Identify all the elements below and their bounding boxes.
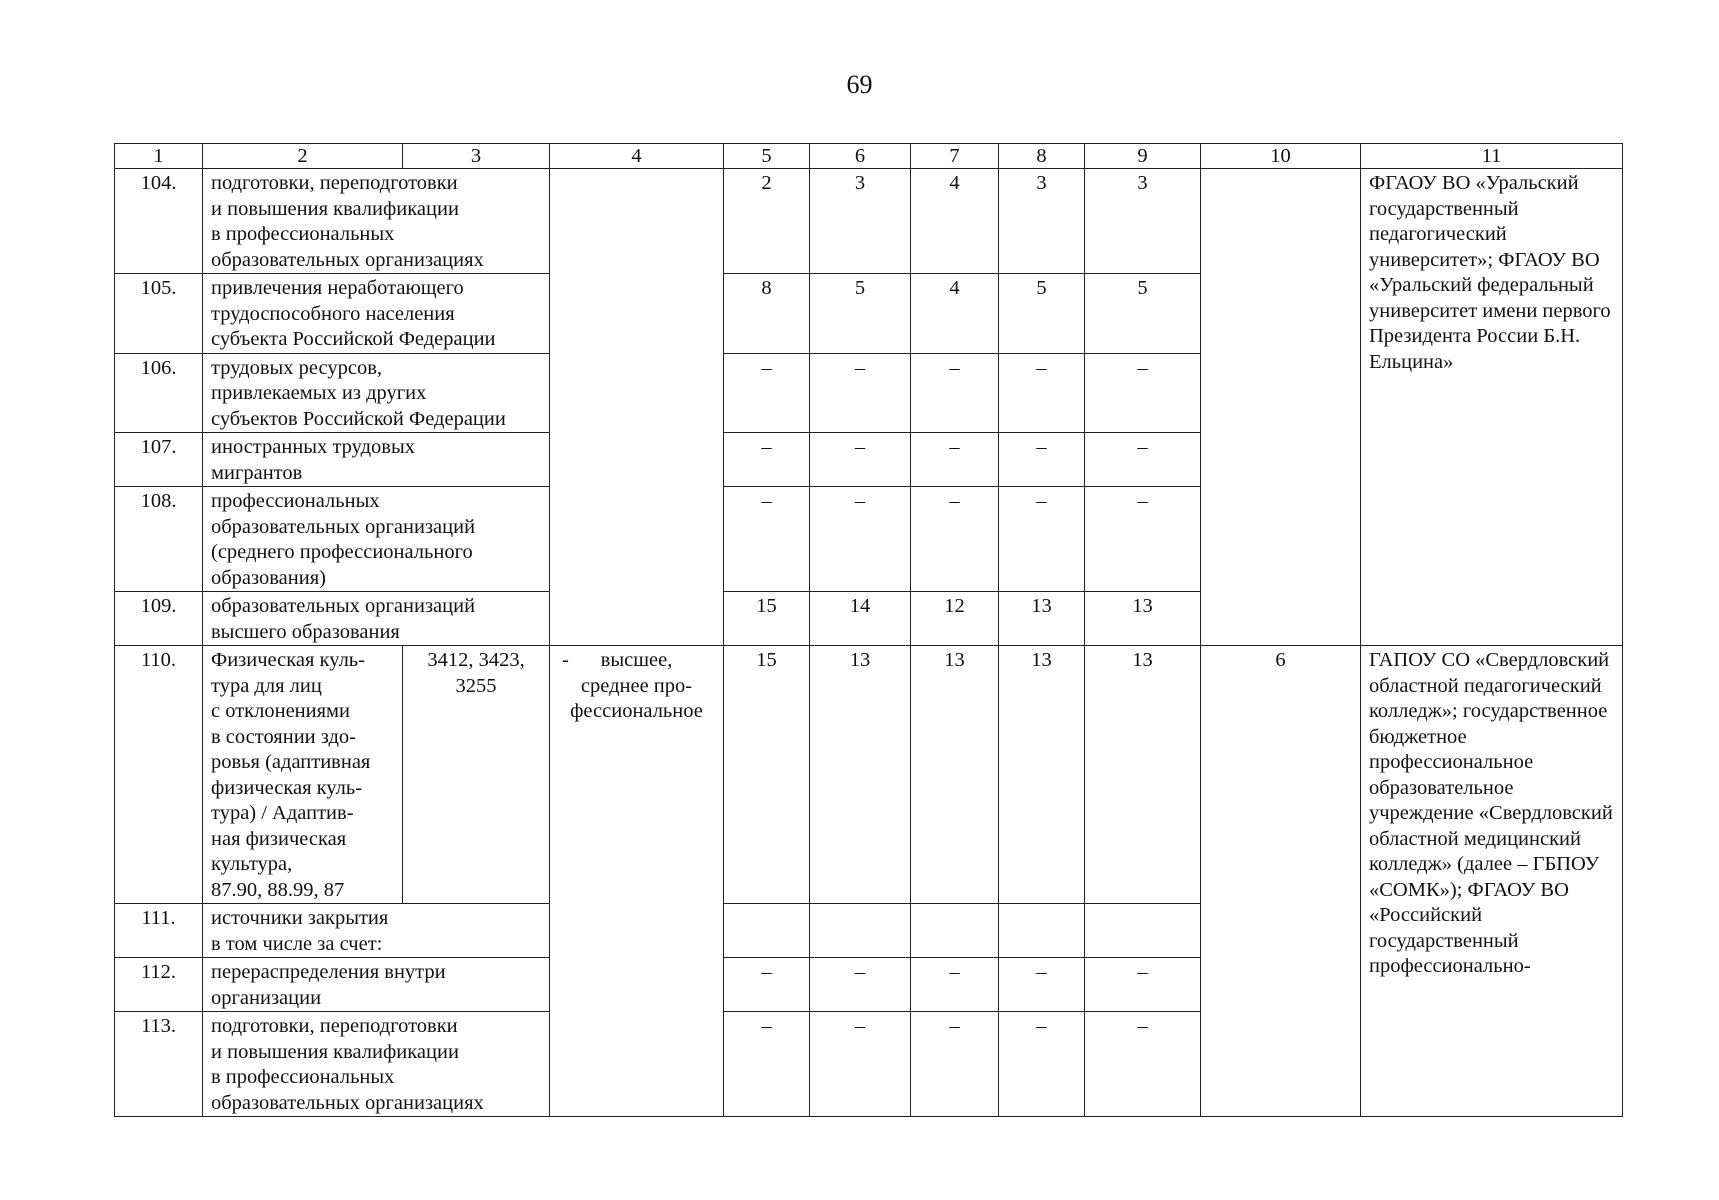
value-cell — [724, 904, 810, 958]
header-cell: 6 — [810, 144, 911, 169]
row-label: привлечения неработающего трудоспособного населения субъекта Российской Федерации — [203, 274, 550, 354]
table-row — [115, 169, 1623, 274]
row-number: 108. — [115, 487, 203, 592]
value-cell: – — [1085, 1012, 1201, 1117]
row-label: Физическая куль- тура для лиц с отклонениями в состоянии здо- ровья (адаптивная физическая куль- тура) / Адаптив- ная физическая культура, 87.90, 88.99, 87 — [203, 646, 403, 904]
header-cell: 9 — [1085, 144, 1201, 169]
row-label: иностранных трудовых мигрантов — [203, 433, 550, 487]
value-cell: – — [810, 487, 911, 592]
value-cell: – — [999, 353, 1085, 433]
header-cell: 4 — [550, 144, 724, 169]
value-cell: 15 — [724, 646, 810, 904]
header-cell: 7 — [911, 144, 999, 169]
table-row — [115, 646, 1623, 904]
page-number: 69 — [846, 70, 873, 99]
col10-value: 6 — [1201, 646, 1361, 1117]
value-cell: 13 — [810, 646, 911, 904]
level-text: высшее, среднее про- фессиональное — [570, 649, 703, 722]
value-cell: – — [1085, 433, 1201, 487]
value-cell — [999, 904, 1085, 958]
row-number: 106. — [115, 353, 203, 433]
row-label: источники закрытия в том числе за счет: — [203, 904, 550, 958]
row-label: подготовки, переподготовки и повышения квалификации в профессиональных образовательных организациях — [203, 169, 550, 274]
institutions-cell: ГАПОУ СО «Свердловский областной педагогический колледж»; государственное бюджетное профессиональное образовательное учреждение «Свердловский областной медицинский колледж» (далее – ГБПОУ «СОМК»); ФГАОУ ВО «Российский государственный профессионально- — [1361, 646, 1623, 1117]
header-cell: 2 — [203, 144, 403, 169]
row-label: подготовки, переподготовки и повышения квалификации в профессиональных образовательных организациях — [203, 1012, 550, 1117]
value-cell: – — [999, 1012, 1085, 1117]
value-cell: – — [810, 433, 911, 487]
value-cell: 5 — [810, 274, 911, 354]
level-dash: - — [562, 649, 569, 671]
value-cell — [1085, 904, 1201, 958]
value-cell: – — [810, 958, 911, 1012]
header-cell: 10 — [1201, 144, 1361, 169]
value-cell: 13 — [1085, 646, 1201, 904]
header-row — [115, 144, 1623, 169]
row-label: профессиональных образовательных организаций (среднего профессионального образования) — [203, 487, 550, 592]
value-cell: – — [724, 487, 810, 592]
value-cell — [911, 904, 999, 958]
level-cell — [550, 646, 724, 1117]
value-cell: – — [911, 958, 999, 1012]
value-cell: 12 — [911, 592, 999, 646]
value-cell: – — [810, 1012, 911, 1117]
data-table — [114, 143, 1623, 1117]
value-cell: 13 — [999, 592, 1085, 646]
row-label: трудовых ресурсов, привлекаемых из других субъектов Российской Федерации — [203, 353, 550, 433]
row-label: образовательных организаций высшего образования — [203, 592, 550, 646]
header-cell: 11 — [1361, 144, 1623, 169]
value-cell: – — [724, 958, 810, 1012]
value-cell: – — [999, 487, 1085, 592]
value-cell: 15 — [724, 592, 810, 646]
level-cell-empty — [550, 169, 724, 646]
value-cell: – — [1085, 353, 1201, 433]
value-cell: – — [810, 353, 911, 433]
value-cell: – — [724, 1012, 810, 1117]
value-cell: 4 — [911, 274, 999, 354]
value-cell — [810, 904, 911, 958]
value-cell: 3 — [1085, 169, 1201, 274]
value-cell: – — [911, 433, 999, 487]
row-number: 104. — [115, 169, 203, 274]
row-label: перераспределения внутри организации — [203, 958, 550, 1012]
row-number: 113. — [115, 1012, 203, 1117]
value-cell: – — [724, 433, 810, 487]
value-cell: 13 — [911, 646, 999, 904]
value-cell: 13 — [1085, 592, 1201, 646]
value-cell: 3 — [999, 169, 1085, 274]
value-cell: – — [1085, 958, 1201, 1012]
row-number: 112. — [115, 958, 203, 1012]
header-cell: 1 — [115, 144, 203, 169]
value-cell: 13 — [999, 646, 1085, 904]
col10-cell-empty — [1201, 169, 1361, 646]
value-cell: 8 — [724, 274, 810, 354]
value-cell: 14 — [810, 592, 911, 646]
header-cell: 8 — [999, 144, 1085, 169]
institutions-cell: ФГАОУ ВО «Уральский государственный педагогический университет»; ФГАОУ ВО «Уральский федеральный университет имени первого Президента России Б.Н. Ельцина» — [1361, 169, 1623, 646]
value-cell: – — [911, 487, 999, 592]
row-number: 110. — [115, 646, 203, 904]
row-number: 105. — [115, 274, 203, 354]
row-number: 111. — [115, 904, 203, 958]
row-number: 109. — [115, 592, 203, 646]
value-cell: – — [911, 353, 999, 433]
value-cell: – — [724, 353, 810, 433]
header-cell: 5 — [724, 144, 810, 169]
value-cell: – — [999, 958, 1085, 1012]
value-cell: – — [1085, 487, 1201, 592]
header-cell: 3 — [403, 144, 550, 169]
row-number: 107. — [115, 433, 203, 487]
value-cell: 5 — [1085, 274, 1201, 354]
value-cell: – — [911, 1012, 999, 1117]
value-cell: 5 — [999, 274, 1085, 354]
value-cell: 3 — [810, 169, 911, 274]
value-cell: – — [999, 433, 1085, 487]
value-cell: 2 — [724, 169, 810, 274]
codes-cell: 3412, 3423, 3255 — [403, 646, 550, 904]
value-cell: 4 — [911, 169, 999, 274]
